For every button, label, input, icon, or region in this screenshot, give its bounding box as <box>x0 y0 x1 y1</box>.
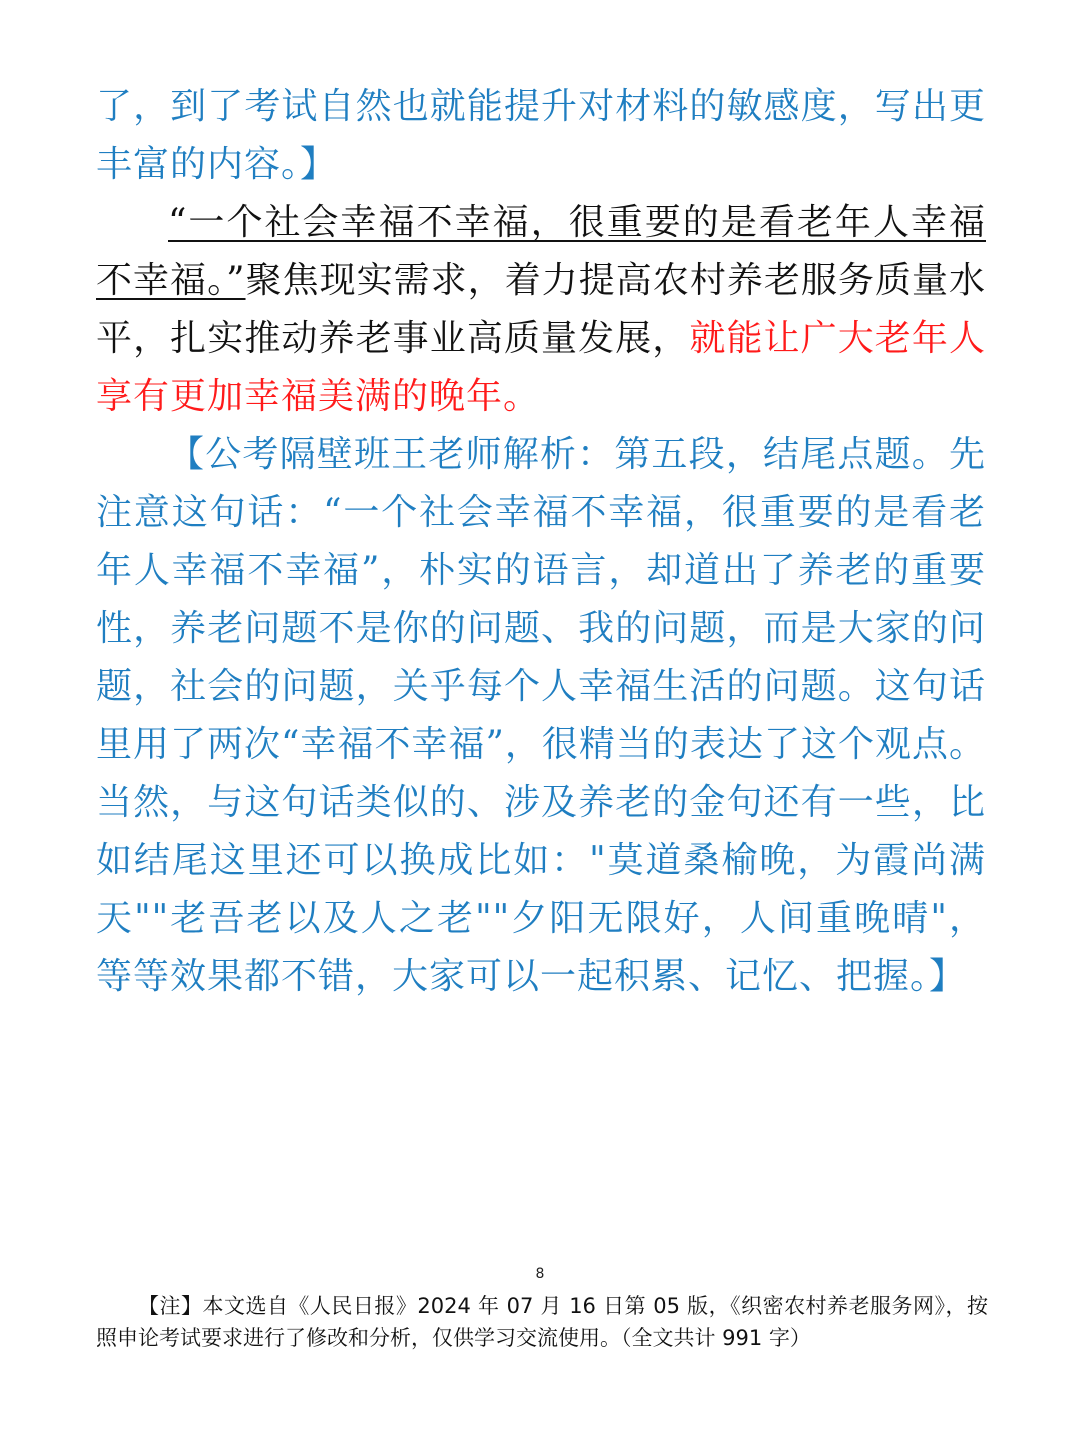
analysis-continuation-text: 了，到了考试自然也就能提升对材料的敏感度，写出更丰富的内容。】 <box>96 86 986 185</box>
page-number: 8 <box>535 1266 545 1282</box>
source-footnote: 【注】本文选自《人民日报》2024 年 07 月 16 日第 05 版，《织密农村养老服务网》，按照申论考试要求进行了修改和分析，仅供学习交流使用。（全文共计 991 字） <box>96 1294 988 1350</box>
highlighted-conclusion: 就能让广大老年人享有更加幸福美满的晚年。 <box>96 318 986 417</box>
body-text: 聚焦现实需求，着力提高农村养老服务质量水平，扎实推动养老事业高质量发展， <box>96 260 986 359</box>
underlined-quote: “一个社会幸福不幸福，很重要的是看老年人幸福不幸福。” <box>96 202 986 301</box>
paragraph-teacher-analysis <box>96 426 986 1006</box>
teacher-analysis-text: 【公考隔壁班王老师解析：第五段，结尾点题。先注意这句话：“一个社会幸福不幸福，很重要的是看老年人幸福不幸福”，朴实的语言，却道出了养老的重要性，养老问题不是你的问题、我的问题，而是大家的问题，社会的问题，关乎每个人幸福生活的问题。这句话里用了两次“幸福不幸福”，很精当的表达了这个观点。当然，与这句话类似的、涉及养老的金句还有一些，比如结尾这里还可以换成比如："莫道桑榆晚，为霞尚满天""老吾老以及人之老""夕阳无限好，人间重晚晴"，等等效果都不错，大家可以一起积累、记忆、把握。】 <box>96 434 986 997</box>
paragraph-analysis-end <box>96 78 986 194</box>
document-page <box>96 78 986 1006</box>
paragraph-fifth-section <box>96 194 986 426</box>
